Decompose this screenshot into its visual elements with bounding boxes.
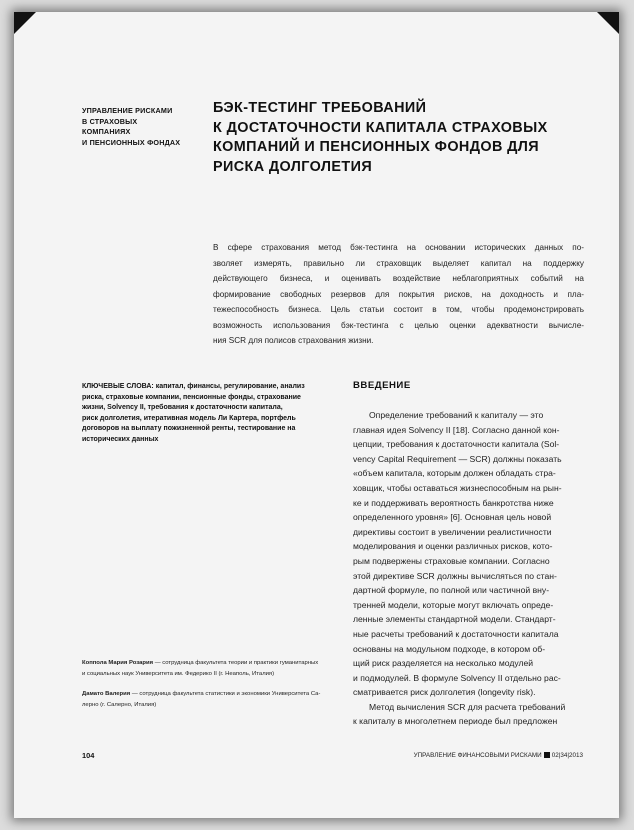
title-line: БЭК-ТЕСТИНГ ТРЕБОВАНИЙ xyxy=(213,100,427,116)
abstract-line: В сфере страхования метод бэк-тестинга на основании исторических данных по- xyxy=(213,243,584,252)
section-heading: ВВЕДЕНИЕ xyxy=(353,380,411,391)
body-line: ховщик, чтобы оставаться жизнеспособным на рын- xyxy=(353,482,562,493)
author-note-line: лерно (г. Салерно, Италия) xyxy=(82,702,157,708)
body-line: и подмодулей. В формуле Solvency II отдельно рас- xyxy=(353,672,561,683)
page-number: 104 xyxy=(82,751,95,760)
body-line: директивы состоит в увеличении реалистичности xyxy=(353,526,552,537)
keywords-line: договоров на выплату пожизненной ренты, тестирование на xyxy=(82,425,296,433)
body-line: рым подвержены страховые компании. Согласно xyxy=(353,555,550,566)
author-notes xyxy=(82,658,330,711)
article-title xyxy=(213,99,593,177)
body-text xyxy=(353,408,593,729)
title-line: КОМПАНИЙ И ПЕНСИОННЫХ ФОНДОВ ДЛЯ xyxy=(213,139,540,155)
abstract-line: зволяет измерять, правильно ли страховщик выделяет капитал на поддержку xyxy=(213,258,584,268)
journal-footer xyxy=(414,752,583,759)
author-name: Коппола Мария Розария xyxy=(82,660,154,666)
body-line: ленные элементы стандартной модели. Стандарт- xyxy=(353,614,556,625)
keywords-line: КЛЮЧЕВЫЕ СЛОВА: капитал, финансы, регулирование, анализ xyxy=(82,383,305,390)
spacer xyxy=(82,680,330,689)
author-note-line xyxy=(82,689,330,700)
body-line: vency Capital Requirement — SCR) должны показать xyxy=(353,453,562,464)
body-line: этой директиве SCR должны вычисляться по стан- xyxy=(353,570,557,581)
body-line: Метод вычисления SCR для расчета требований xyxy=(369,701,566,712)
body-line: ные расчеты требований к достаточности капитала xyxy=(353,628,559,639)
body-line: моделирования и оценки различных рисков, кото- xyxy=(353,541,553,552)
keywords xyxy=(82,382,330,446)
author-note-line: и социальных наук Университета им. Федерико II (г. Неаполь, Италия) xyxy=(82,671,275,677)
body-line: ке и поддерживать вероятность банкротства ниже xyxy=(353,497,554,508)
abstract-line: формирование свободных резервов для покрытия рисков, на доходность и пла- xyxy=(213,289,584,299)
rubric-line: И ПЕНСИОННЫХ ФОНДАХ xyxy=(82,137,181,147)
body-line: Определение требований к капиталу — это xyxy=(369,410,544,420)
abstract-line: действующего бизнеса, и оценивать воздействие неблагоприятных событий на xyxy=(213,274,584,283)
corner-mark-right xyxy=(597,12,619,34)
keywords-line: риск долголетия, итеративная модель Ли Картера, портфель xyxy=(82,414,296,422)
corner-mark-left xyxy=(14,12,36,34)
body-line: определенного уровня» [6]. Основная цель новой xyxy=(353,512,552,523)
abstract-line: тежеспособность бизнеса. Цель статьи состоит в том, чтобы продемонстрировать xyxy=(213,305,584,314)
title-line: РИСКА ДОЛГОЛЕТИЯ xyxy=(213,158,373,175)
abstract xyxy=(213,240,584,349)
body-line: дартной формуле, по полной или частичной вну- xyxy=(353,585,550,596)
rubric-line: КОМПАНИЯХ xyxy=(82,127,131,136)
rubric xyxy=(82,106,222,148)
document-page xyxy=(14,12,619,818)
body-line: главная идея Solvency II [18]. Согласно данной кон- xyxy=(353,424,560,435)
author-name: Дамато Валерия xyxy=(82,691,131,697)
square-icon xyxy=(544,752,550,758)
keywords-line: риска, страховые компании, пенсионные фонды, страхование xyxy=(82,393,301,401)
journal-issue: 02|34|2013 xyxy=(551,752,583,759)
rubric-line: УПРАВЛЕНИЕ РИСКАМИ xyxy=(82,106,173,115)
keywords-line: жизни, Solvency II, требования к достаточности капитала, xyxy=(82,404,283,412)
keywords-line: исторических данных xyxy=(82,435,159,443)
author-affiliation: — сотрудница факультета теории и практики гуманитарных xyxy=(153,660,319,666)
journal-name: УПРАВЛЕНИЕ ФИНАНСОВЫМИ РИСКАМИ xyxy=(413,752,542,759)
abstract-line: возможность использования бэк-тестинга с целью оценки адекватности вычисле- xyxy=(213,320,584,330)
body-line: к капиталу в многолетнем периоде был предложен xyxy=(353,716,558,727)
body-line: щий риск разделяется на несколько модулей xyxy=(353,658,534,669)
title-line: К ДОСТАТОЧНОСТИ КАПИТАЛА СТРАХОВЫХ xyxy=(213,119,548,136)
abstract-line: ния SCR для полисов страхования жизни. xyxy=(213,336,374,345)
rubric-line: В СТРАХОВЫХ xyxy=(82,116,138,126)
body-line: цепции, требования к достаточности капитала (Sol- xyxy=(353,439,560,450)
body-line: сматривается риск долголетия (longevity risk). xyxy=(353,687,536,698)
body-line: «объем капитала, которым должен обладать стра- xyxy=(353,468,556,479)
author-note-line xyxy=(82,658,330,669)
body-line: тренней модели, которые могут включать опреде- xyxy=(353,599,554,610)
body-line: основаны на модульном подходе, в котором об- xyxy=(353,643,546,654)
author-affiliation: — сотрудница факультета статистики и экономики Университета Са- xyxy=(130,691,321,697)
